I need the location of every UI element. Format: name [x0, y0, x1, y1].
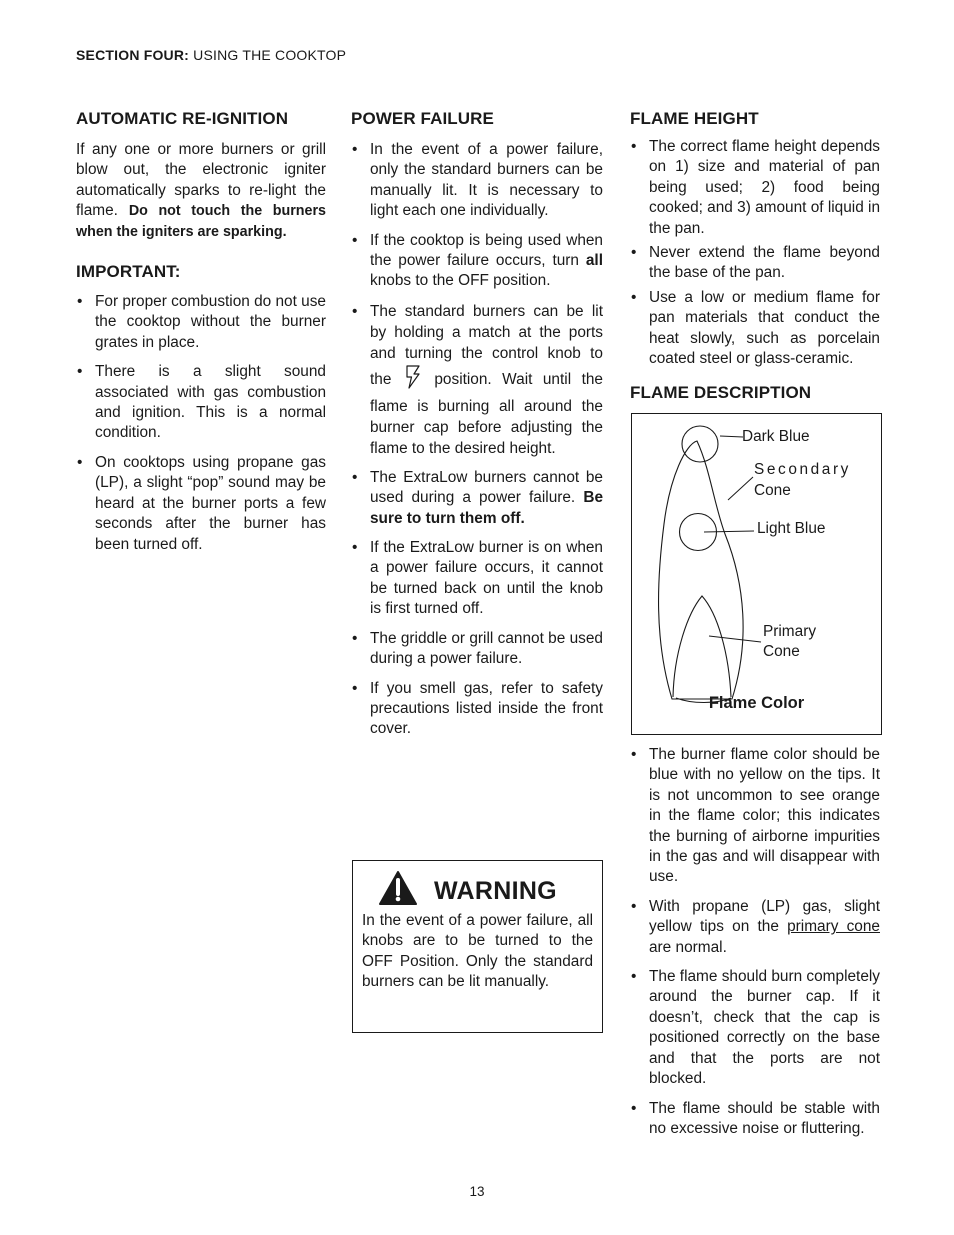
- list-item: [351, 301, 603, 459]
- flame-description-list: [630, 745, 880, 1139]
- list-item: • There is a slight sound associated with gas combustion and ignition. This is a normal condition.: [76, 362, 326, 444]
- warning-triangle-icon: [378, 870, 418, 912]
- reignition-text: If any one or more burners or grill blow out, the electronic igniter automatically sparks to re-light the flame.: [76, 141, 326, 220]
- list-item: • If you smell gas, refer to safety precautions listed inside the front cover.: [351, 679, 603, 740]
- column-auto-reignition: [76, 108, 326, 564]
- list-item: [630, 897, 880, 958]
- page-number: 13: [469, 1184, 485, 1199]
- warning-box: [352, 860, 603, 1033]
- list-item: [351, 231, 603, 292]
- section-label: SECTION FOUR:: [76, 47, 190, 63]
- list-item: • The flame should be stable with no excessive noise or fluttering.: [630, 1099, 880, 1140]
- heading-auto-reignition: AUTOMATIC RE-IGNITION: [76, 109, 289, 128]
- list-item: [351, 468, 603, 529]
- list-item: • The burner flame color should be blue with no yellow on the tips. It is not uncommon to see orange in the flame color; this indicates the burning of airborne impurities in the gas and will disappear with use.: [630, 745, 880, 888]
- column-flame: [630, 108, 880, 416]
- label-secondary-cone: Cone: [754, 482, 791, 499]
- primary-cone-term: primary cone: [787, 918, 880, 936]
- list-item: • For proper combustion do not use the cooktop without the burner grates in place.: [76, 292, 326, 353]
- column-power-failure: [351, 108, 603, 749]
- label-light-blue: Light Blue: [757, 520, 826, 537]
- list-text: With propane (LP) gas, slight yellow tips on the: [649, 897, 880, 936]
- list-item: • In the event of a power failure, only the standard burners can be manually lit. It is necessary to light each one individually.: [351, 140, 603, 222]
- flame-caption: Flame Color: [708, 694, 805, 712]
- warning-header: [378, 869, 593, 913]
- power-failure-list: [351, 140, 603, 740]
- flame-description-block: [630, 745, 880, 1148]
- heading-important: IMPORTANT:: [76, 262, 181, 282]
- label-secondary: Secondary: [754, 461, 851, 478]
- emphasis-all: all: [585, 252, 603, 270]
- section-title: USING THE COOKTOP: [193, 47, 347, 63]
- list-item: • On cooktops using propane gas (LP), a slight “pop” sound may be heard at the burner ports a few seconds after the burner has been turned off.: [76, 453, 326, 555]
- flame-height-list: [630, 137, 880, 369]
- label-dark-blue: Dark Blue: [742, 428, 810, 445]
- list-text: The standard burners can be lit by holding a match at the ports and turning the control knob to the: [370, 302, 603, 388]
- heading-power-failure: POWER FAILURE: [351, 109, 494, 128]
- important-list: [76, 292, 326, 555]
- reignition-paragraph: [76, 140, 326, 242]
- list-item: • The correct flame height depends on 1) size and material of pan being used; 2) food being cooked; and 3) amount of liquid in the pan.: [630, 137, 880, 239]
- list-item: • The griddle or grill cannot be used during a power failure.: [351, 629, 603, 670]
- warning-text: In the event of a power failure, all knobs are to be turned to the OFF Position. Only the standard burners can be lit manually.: [362, 912, 593, 991]
- label-primary-cone: Cone: [763, 643, 800, 660]
- list-text: If the cooktop is being used when the power failure occurs, turn: [370, 231, 603, 270]
- list-text: knobs to the OFF position.: [370, 272, 551, 290]
- list-item: • Never extend the flame beyond the base of the pan.: [630, 243, 880, 284]
- list-item: • If the ExtraLow burner is on when a power failure occurs, it cannot be turned back on until the knob is first turned off.: [351, 538, 603, 620]
- warning-title: WARNING: [434, 876, 557, 905]
- lightning-ignite-icon: [404, 364, 422, 396]
- list-item: • The flame should burn completely around the burner cap. If it doesn’t, check that the cap is positioned correctly on the base and that the ports are not blocked.: [630, 967, 880, 1089]
- label-primary: Primary: [763, 623, 817, 640]
- emphasis-turn-off: Be sure to turn them off.: [370, 489, 604, 527]
- reignition-warning: Do not touch the burners when the igniters are sparking.: [76, 203, 326, 240]
- list-text: are normal.: [649, 938, 727, 956]
- list-text: The ExtraLow burners cannot be used during a power failure.: [370, 468, 603, 507]
- flame-diagram: [631, 413, 882, 735]
- list-text: position. Wait until the flame is burning all around the burner cap before adjusting the flame to the desired height.: [370, 370, 603, 457]
- list-item: • Use a low or medium flame for pan materials that conduct the heat slowly, such as porcelain coated steel or glass-ceramic.: [630, 288, 880, 370]
- heading-flame-height: FLAME HEIGHT: [630, 109, 759, 128]
- heading-flame-description: FLAME DESCRIPTION: [630, 383, 812, 403]
- section-header: [76, 47, 346, 63]
